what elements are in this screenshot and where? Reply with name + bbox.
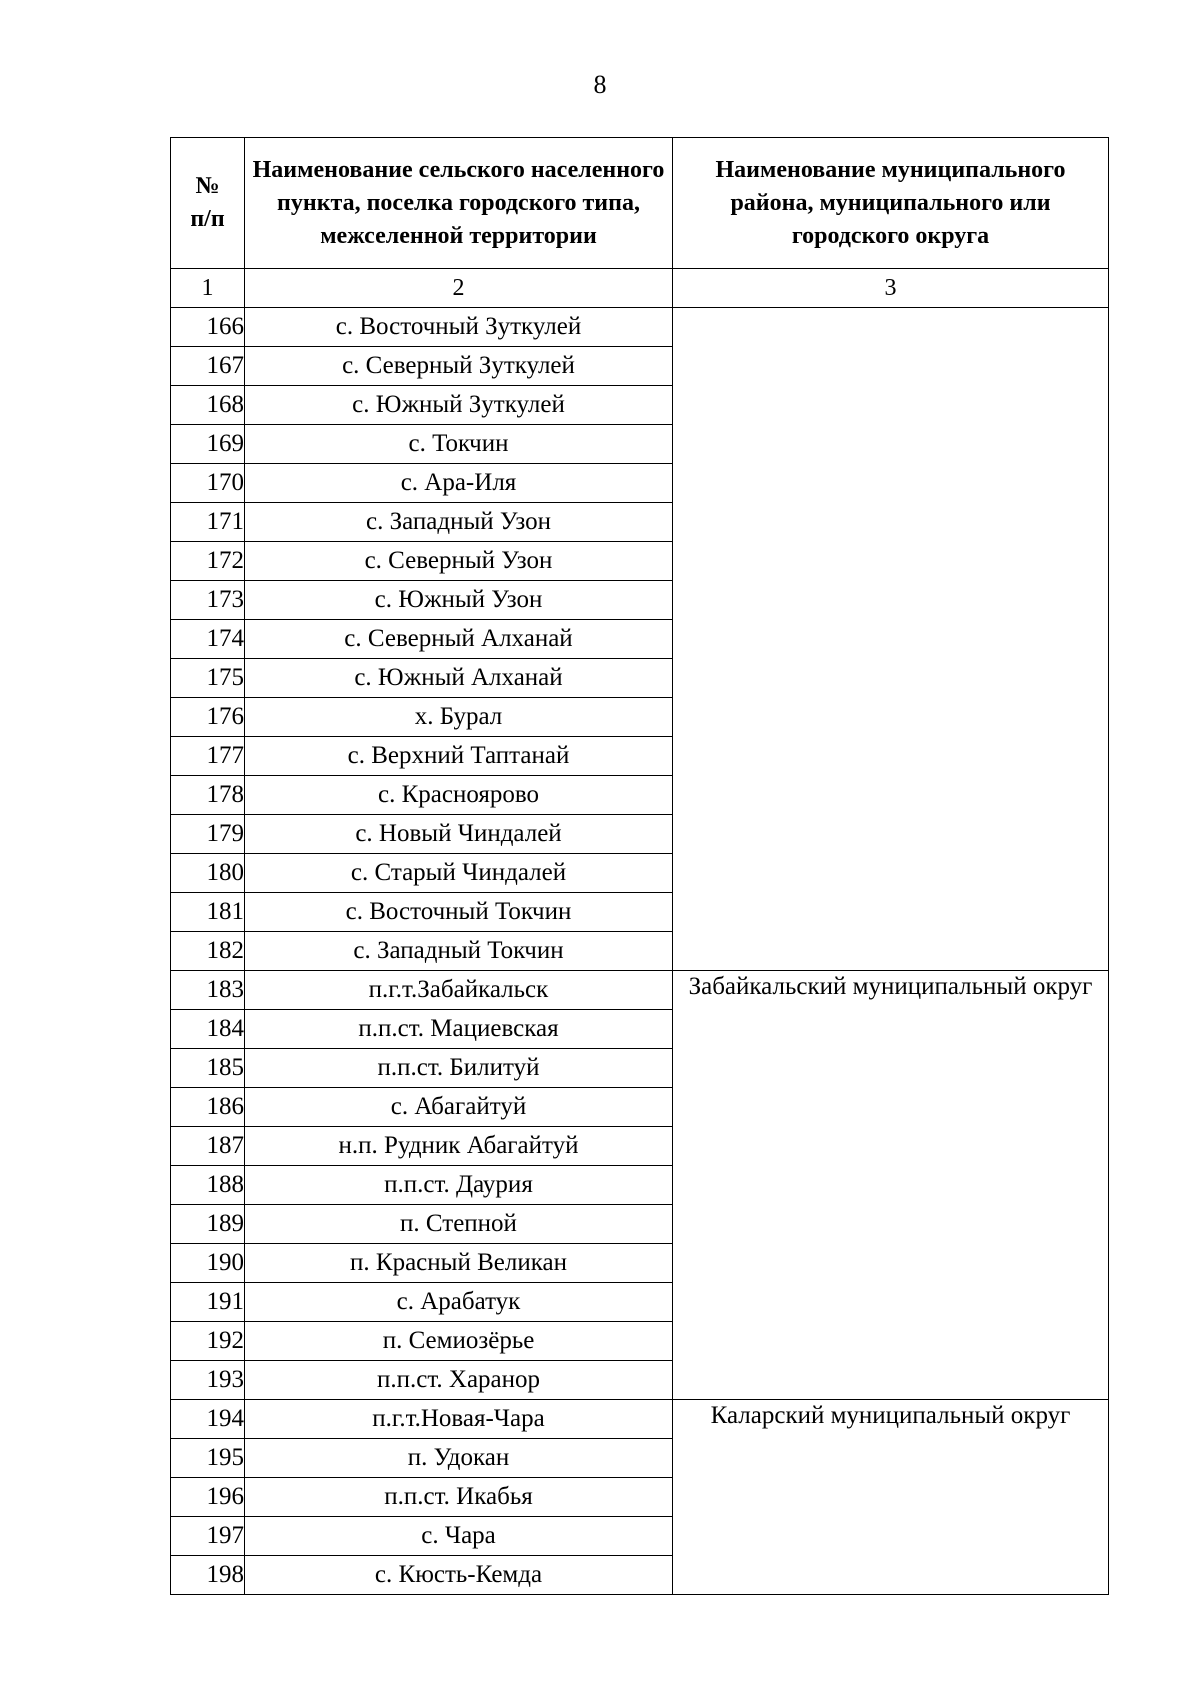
settlement-name: с. Новый Чиндалей xyxy=(245,815,673,854)
row-number: 180 xyxy=(171,854,245,893)
settlement-name: н.п. Рудник Абагайтуй xyxy=(245,1127,673,1166)
row-number: 189 xyxy=(171,1205,245,1244)
row-number: 188 xyxy=(171,1166,245,1205)
header-settlement: Наименование сельского населенного пункта, поселка городского типа, межселенной территории xyxy=(245,138,673,269)
settlement-name: п.п.ст. Даурия xyxy=(245,1166,673,1205)
row-number: 182 xyxy=(171,932,245,971)
row-number: 175 xyxy=(171,659,245,698)
settlement-name: с. Чара xyxy=(245,1517,673,1556)
column-number-2: 2 xyxy=(245,269,673,308)
row-number: 181 xyxy=(171,893,245,932)
settlement-name: с. Южный Узон xyxy=(245,581,673,620)
row-number: 192 xyxy=(171,1322,245,1361)
settlement-name: с. Северный Зуткулей xyxy=(245,347,673,386)
header-number: № п/п xyxy=(171,138,245,269)
row-number: 166 xyxy=(171,308,245,347)
row-number: 167 xyxy=(171,347,245,386)
table-row xyxy=(171,1400,1109,1439)
row-number: 172 xyxy=(171,542,245,581)
settlements-table xyxy=(170,137,1109,1595)
row-number: 185 xyxy=(171,1049,245,1088)
settlement-name: с. Восточный Токчин xyxy=(245,893,673,932)
table-header-row xyxy=(171,138,1109,269)
row-number: 191 xyxy=(171,1283,245,1322)
settlement-name: с. Южный Зуткулей xyxy=(245,386,673,425)
row-number: 169 xyxy=(171,425,245,464)
header-district: Наименование муниципального района, муниципального или городского округа xyxy=(673,138,1109,269)
row-number: 176 xyxy=(171,698,245,737)
settlement-name: п. Красный Великан xyxy=(245,1244,673,1283)
row-number: 177 xyxy=(171,737,245,776)
column-number-3: 3 xyxy=(673,269,1109,308)
settlement-name: п.п.ст. Билитуй xyxy=(245,1049,673,1088)
settlement-name: с. Западный Узон xyxy=(245,503,673,542)
district-name: Каларский муниципальный округ xyxy=(673,1400,1109,1595)
row-number: 198 xyxy=(171,1556,245,1595)
settlement-name: п.п.ст. Икабья xyxy=(245,1478,673,1517)
district-name: Забайкальский муниципальный округ xyxy=(673,971,1109,1400)
settlement-name: с. Южный Алханай xyxy=(245,659,673,698)
row-number: 184 xyxy=(171,1010,245,1049)
settlement-name: п. Семиозёрье xyxy=(245,1322,673,1361)
settlement-name: с. Восточный Зуткулей xyxy=(245,308,673,347)
row-number: 196 xyxy=(171,1478,245,1517)
settlement-name: с. Северный Алханай xyxy=(245,620,673,659)
row-number: 193 xyxy=(171,1361,245,1400)
row-number: 179 xyxy=(171,815,245,854)
settlement-name: п.п.ст. Харанор xyxy=(245,1361,673,1400)
row-number: 173 xyxy=(171,581,245,620)
settlement-name: п. Степной xyxy=(245,1205,673,1244)
row-number: 190 xyxy=(171,1244,245,1283)
table-row xyxy=(171,971,1109,1010)
settlement-name: п. Удокан xyxy=(245,1439,673,1478)
table-row xyxy=(171,308,1109,347)
settlement-name: с. Ара-Иля xyxy=(245,464,673,503)
row-number: 168 xyxy=(171,386,245,425)
settlement-name: с. Кюсть-Кемда xyxy=(245,1556,673,1595)
row-number: 171 xyxy=(171,503,245,542)
row-number: 194 xyxy=(171,1400,245,1439)
row-number: 186 xyxy=(171,1088,245,1127)
row-number: 187 xyxy=(171,1127,245,1166)
settlement-name: с. Абагайтуй xyxy=(245,1088,673,1127)
page-number: 8 xyxy=(593,70,607,99)
settlement-name: п.г.т.Забайкальск xyxy=(245,971,673,1010)
settlement-name: с. Арабатук xyxy=(245,1283,673,1322)
settlement-name: п.г.т.Новая-Чара xyxy=(245,1400,673,1439)
row-number: 183 xyxy=(171,971,245,1010)
settlement-name: с. Старый Чиндалей xyxy=(245,854,673,893)
settlement-name: с. Красноярово xyxy=(245,776,673,815)
row-number: 178 xyxy=(171,776,245,815)
settlement-name: с. Северный Узон xyxy=(245,542,673,581)
row-number: 170 xyxy=(171,464,245,503)
settlement-name: с. Западный Токчин xyxy=(245,932,673,971)
settlement-name: х. Бурал xyxy=(245,698,673,737)
column-numbers-row xyxy=(171,269,1109,308)
row-number: 197 xyxy=(171,1517,245,1556)
row-number: 195 xyxy=(171,1439,245,1478)
settlement-name: с. Токчин xyxy=(245,425,673,464)
settlement-name: с. Верхний Таптанай xyxy=(245,737,673,776)
district-name xyxy=(673,308,1109,971)
row-number: 174 xyxy=(171,620,245,659)
column-number-1: 1 xyxy=(171,269,245,308)
settlement-name: п.п.ст. Мациевская xyxy=(245,1010,673,1049)
